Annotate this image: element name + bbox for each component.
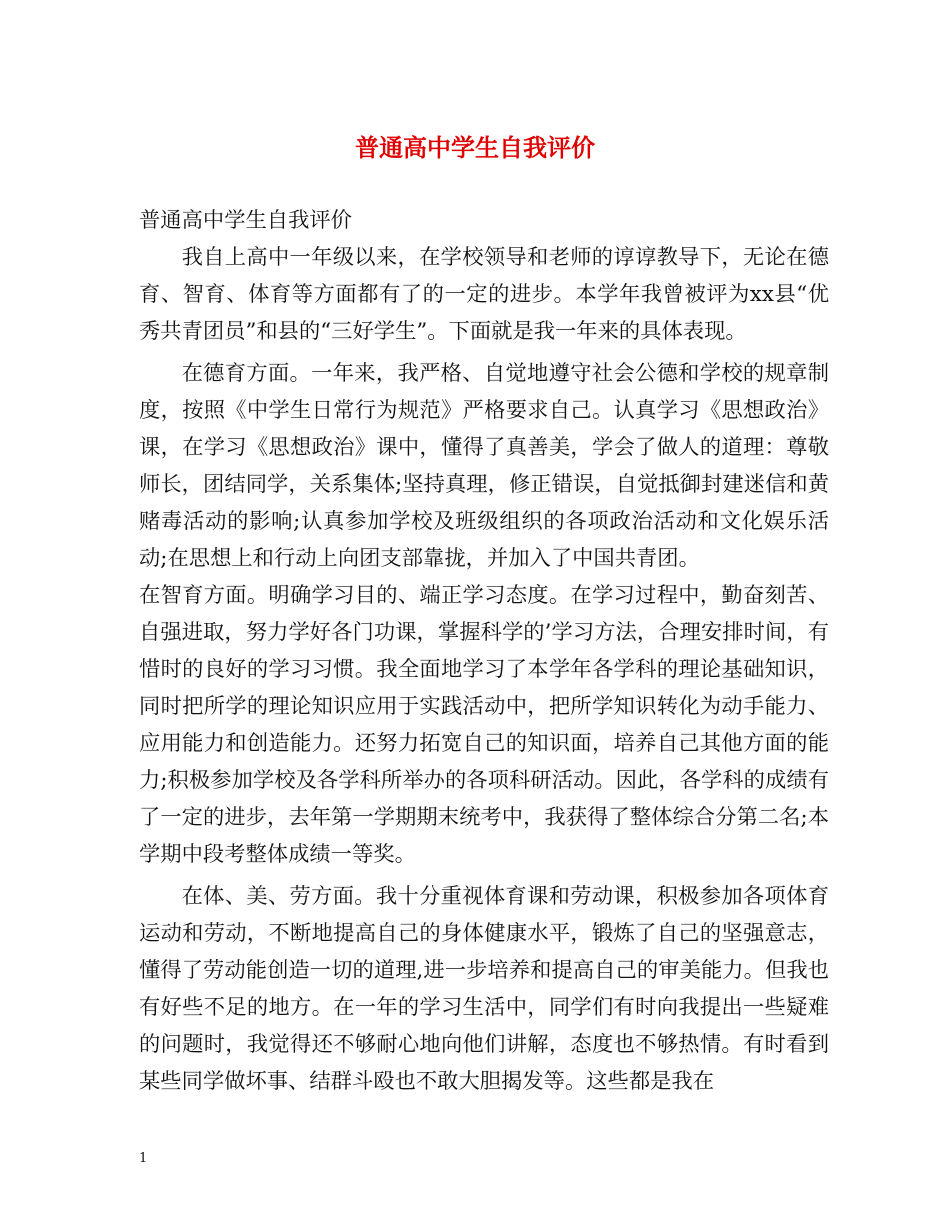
paragraph-moral-education: 在德育方面。一年来，我严格、自觉地遵守社会公德和学校的规章制度，按照《中学生日常行为规范》严格要求自己。认真学习《思想政治》课，在学习《思想政治》课中，懂得了真善美，学会了做人的道理：尊敬师长，团结同学，关系集体;坚持真理，修正错误，自觉抵御封建迷信和黄赌毒活动的影响;认真参加学校及班级组织的各项政治活动和文化娱乐活动;在思想上和行动上向团支部靠拢，并加入了中国共青团。 bbox=[139, 361, 829, 571]
paragraph-physical-arts-labor: 在体、美、劳方面。我十分重视体育课和劳动课，积极参加各项体育运动和劳动，不断地提高自己的身体健康水平，锻炼了自己的坚强意志，懂得了劳动能创造一切的道理,进一步培养和提高自己的审美能力。但我也有好些不足的地方。在一年的学习生活中，同学们有时向我提出一些疑难的问题时，我觉得还不够耐心地向他们讲解，态度也不够热情。有时看到某些同学做坏事、结群斗殴也不敢大胆揭发等。这些都是我在 bbox=[139, 884, 829, 1094]
paragraph-intellectual-education: 在智育方面。明确学习目的、端正学习态度。在学习过程中，勤奋刻苦、自强进取，努力学好各门功课，掌握科学的’学习方法，合理安排时间，有惜时的良好的学习习惯。我全面地学习了本学年各学科的理论基础知识，同时把所学的理论知识应用于实践活动中，把所学知识转化为动手能力、应用能力和创造能力。还努力拓宽自己的知识面，培养自己其他方面的能力;积极参加学校及各学科所举办的各项科研活动。因此，各学科的成绩有了一定的进步，去年第一学期期末统考中，我获得了整体综合分第二名;本学期中段考整体成绩一等奖。 bbox=[139, 583, 829, 867]
document-title: 普通高中学生自我评价 bbox=[355, 133, 595, 162]
paragraph-intro: 我自上高中一年级以来，在学校领导和老师的谆谆教导下，无论在德育、智育、体育等方面都有了的一定的进步。本学年我曾被评为xx县“优秀共青团员”和县的“三好学生”。下面就是我一年来的具体表现。 bbox=[139, 245, 829, 344]
document-body bbox=[139, 202, 829, 1100]
document-subtitle: 普通高中学生自我评价 bbox=[139, 208, 352, 233]
page-number: 1 bbox=[139, 1151, 148, 1166]
